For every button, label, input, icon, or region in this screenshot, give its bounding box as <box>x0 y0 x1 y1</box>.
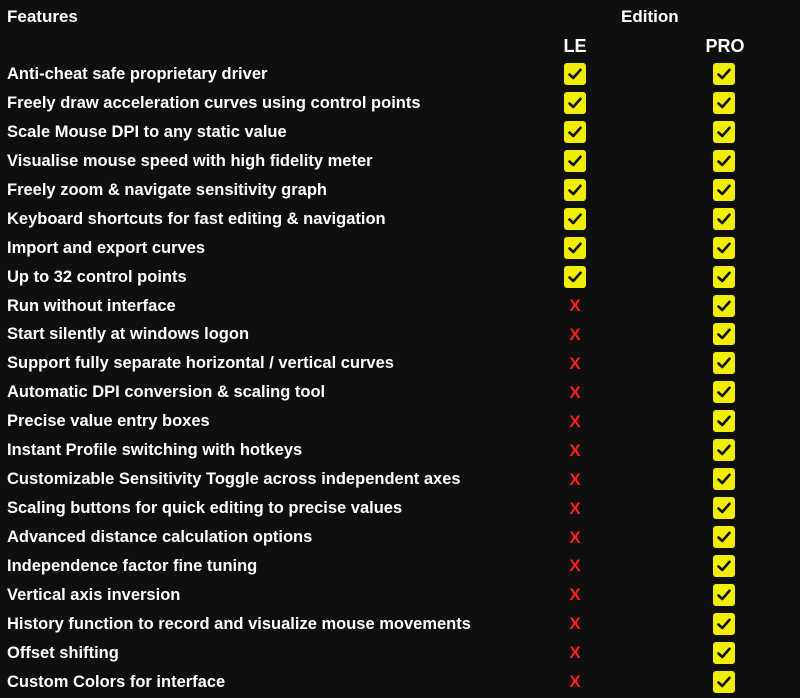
le-cell <box>564 584 586 606</box>
pro-cell <box>713 208 735 230</box>
table-row <box>0 234 800 263</box>
check-icon <box>713 439 735 461</box>
feature-label: Instant Profile switching with hotkeys <box>7 441 303 460</box>
table-row <box>0 407 800 436</box>
check-icon <box>564 179 586 201</box>
check-icon <box>713 642 735 664</box>
pro-cell <box>713 671 735 693</box>
feature-label: Support fully separate horizontal / vertical curves <box>7 354 394 373</box>
check-icon <box>713 584 735 606</box>
feature-label: Customizable Sensitivity Toggle across independent axes <box>7 470 461 489</box>
check-icon <box>564 208 586 230</box>
le-cell <box>564 121 586 143</box>
le-cell <box>564 295 586 317</box>
feature-label: Offset shifting <box>7 643 119 662</box>
feature-rows <box>0 60 800 697</box>
pro-cell <box>713 410 735 432</box>
table-row <box>0 494 800 523</box>
pro-cell <box>713 642 735 664</box>
check-icon <box>713 613 735 635</box>
pro-cell <box>713 63 735 85</box>
pro-cell <box>713 439 735 461</box>
feature-label: Automatic DPI conversion & scaling tool <box>7 383 326 402</box>
table-row <box>0 60 800 89</box>
check-icon <box>713 468 735 490</box>
le-column-header: LE <box>563 36 587 56</box>
feature-label: History function to record and visualize mouse movements <box>7 614 471 633</box>
cross-icon: X <box>569 296 581 315</box>
check-icon <box>713 266 735 288</box>
cross-icon: X <box>569 556 581 576</box>
pro-cell <box>713 266 735 288</box>
feature-label: Up to 32 control points <box>7 267 187 286</box>
pro-cell <box>713 613 735 635</box>
check-icon <box>564 266 586 288</box>
pro-cell <box>713 584 735 606</box>
table-row <box>0 668 800 697</box>
table-row <box>0 378 800 407</box>
pro-cell <box>713 121 735 143</box>
feature-label: Freely draw acceleration curves using control points <box>7 93 421 112</box>
le-cell <box>564 526 586 548</box>
le-cell <box>564 381 586 403</box>
cross-icon: X <box>569 353 581 373</box>
le-cell <box>564 266 586 288</box>
pro-cell <box>713 295 735 317</box>
cross-icon: X <box>569 643 581 663</box>
le-cell <box>564 439 586 461</box>
pro-cell <box>713 179 735 201</box>
le-cell <box>564 410 586 432</box>
feature-label: Start silently at windows logon <box>7 325 250 344</box>
table-row <box>0 436 800 465</box>
cross-icon: X <box>569 411 581 431</box>
cross-icon: X <box>569 440 581 460</box>
feature-label: Run without interface <box>7 296 176 315</box>
edition-header: Edition <box>621 7 679 26</box>
feature-label: Import and export curves <box>7 238 206 257</box>
cross-icon: X <box>569 527 581 547</box>
table-row <box>0 610 800 639</box>
table-row <box>0 552 800 581</box>
cross-icon: X <box>569 498 581 518</box>
pro-cell <box>713 150 735 172</box>
feature-label: Custom Colors for interface <box>7 672 226 691</box>
check-icon <box>713 237 735 259</box>
feature-label: Scaling buttons for quick editing to precise values <box>7 499 403 518</box>
le-cell <box>564 179 586 201</box>
features-header: Features <box>7 7 78 26</box>
check-icon <box>713 150 735 172</box>
cross-icon: X <box>569 324 581 344</box>
check-icon <box>713 410 735 432</box>
table-row <box>0 465 800 494</box>
cross-icon: X <box>569 469 581 489</box>
check-icon <box>713 497 735 519</box>
check-icon <box>564 63 586 85</box>
check-icon <box>713 555 735 577</box>
pro-cell <box>713 526 735 548</box>
check-icon <box>713 179 735 201</box>
check-icon <box>713 671 735 693</box>
le-cell <box>564 497 586 519</box>
feature-label: Vertical axis inversion <box>7 585 181 604</box>
pro-cell <box>713 92 735 114</box>
table-row <box>0 523 800 552</box>
check-icon <box>713 92 735 114</box>
le-cell <box>564 642 586 664</box>
check-icon <box>564 121 586 143</box>
check-icon <box>713 208 735 230</box>
le-cell <box>564 671 586 693</box>
feature-label: Keyboard shortcuts for fast editing & navigation <box>7 209 386 228</box>
le-cell <box>564 92 586 114</box>
table-row <box>0 176 800 205</box>
cross-icon: X <box>569 382 581 402</box>
check-icon <box>713 63 735 85</box>
check-icon <box>713 323 735 345</box>
pro-cell <box>713 237 735 259</box>
le-cell <box>564 150 586 172</box>
table-row <box>0 292 800 321</box>
table-row <box>0 89 800 118</box>
table-row <box>0 581 800 610</box>
pro-cell <box>713 555 735 577</box>
check-icon <box>713 352 735 374</box>
feature-label: Advanced distance calculation options <box>7 528 313 546</box>
pro-cell <box>713 468 735 490</box>
pro-cell <box>713 497 735 519</box>
cross-icon: X <box>569 672 581 692</box>
cross-icon: X <box>569 585 581 605</box>
feature-label: Scale Mouse DPI to any static value <box>7 122 287 141</box>
le-cell <box>564 352 586 374</box>
check-icon <box>713 121 735 143</box>
pro-column-header: PRO <box>705 36 745 56</box>
table-row <box>0 147 800 176</box>
check-icon <box>713 381 735 403</box>
table-row <box>0 263 800 292</box>
le-cell <box>564 323 586 345</box>
pro-cell <box>713 352 735 374</box>
feature-label: Anti-cheat safe proprietary driver <box>7 65 268 83</box>
table-row <box>0 639 800 668</box>
pro-cell <box>713 381 735 403</box>
le-cell <box>564 468 586 490</box>
le-cell <box>564 237 586 259</box>
feature-label: Independence factor fine tuning <box>7 556 258 575</box>
table-row <box>0 349 800 378</box>
table-row <box>0 118 800 147</box>
check-icon <box>564 150 586 172</box>
check-icon <box>564 92 586 114</box>
le-cell <box>564 208 586 230</box>
le-cell <box>564 613 586 635</box>
check-icon <box>713 526 735 548</box>
check-icon <box>713 295 735 317</box>
feature-label: Visualise mouse speed with high fidelity meter <box>7 151 373 170</box>
le-cell <box>564 63 586 85</box>
feature-label: Freely zoom & navigate sensitivity graph <box>7 180 328 199</box>
check-icon <box>564 237 586 259</box>
table-row <box>0 205 800 234</box>
table-row <box>0 320 800 349</box>
le-cell <box>564 555 586 577</box>
feature-label: Precise value entry boxes <box>7 412 210 431</box>
cross-icon: X <box>569 614 581 634</box>
pro-cell <box>713 323 735 345</box>
